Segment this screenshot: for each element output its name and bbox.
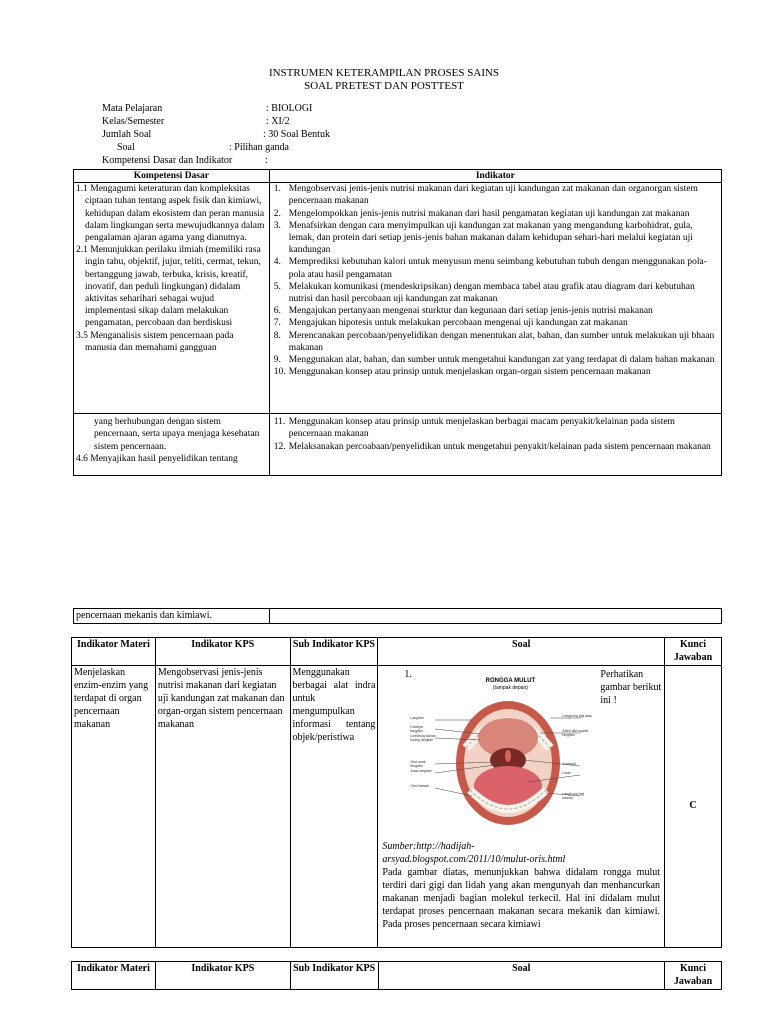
header-indikator-kps: Indikator KPS bbox=[155, 638, 290, 666]
header-sub-indikator-kps: Sub Indikator KPS bbox=[290, 638, 378, 666]
continuation-kd-cell: pencernaan mekanis dan kimiawi. bbox=[74, 609, 270, 624]
header-kunci-jawaban: Kunci Jawaban bbox=[665, 962, 722, 990]
continuation-table bbox=[73, 608, 722, 624]
kd-item-2-1: 2.1 Menunjukkan perilaku ilmiah (memiliki rasa ingin tahu, objektif, jujur, teliti, cermat, tekun, bertanggung jawab, terbuka, krisis, kreatif, inovatif, dan peduli lingkungan) didalam aktivitas seharihari sebagai wujud implementasi sikap dalam melakukan pengamatan, percobaan dan berdiskusi bbox=[76, 245, 261, 329]
meta-value-kd: : bbox=[265, 155, 268, 166]
image-source: Sumber:http://hadijah-arsyad.blogspot.com/2011/10/mulut-oris.html bbox=[382, 841, 566, 865]
next-question-table bbox=[71, 961, 722, 990]
indikator-item: 2. Mengelompokkan jenis-jenis nutrisi makanan dari hasil pengamatan kegiatan uji kandungan zat makanan bbox=[273, 208, 690, 219]
header-indikator-materi: Indikator Materi bbox=[72, 638, 156, 666]
indikator-cell-part2 bbox=[269, 414, 721, 476]
meta-value-subject: : BIOLOGI bbox=[266, 103, 313, 114]
cell-indikator-kps: Mengobservasi jenis-jenis nutrisi makanan dari kegiatan uji kandungan zat makanan dan organ-organ sistem pencernaan makanan bbox=[155, 666, 290, 948]
header-sub-indikator-kps: Sub Indikator KPS bbox=[290, 962, 378, 990]
figure-labels-right: Lengkung gigi atas Arteri dan syaraf langitan Amandel Lidah Lengkung gigi bawah bbox=[562, 714, 592, 800]
question-table bbox=[71, 637, 722, 948]
header-indikator: Indikator bbox=[269, 170, 721, 183]
header-indikator-materi: Indikator Materi bbox=[72, 962, 156, 990]
header-kompetensi-dasar: Kompetensi Dasar bbox=[74, 170, 270, 183]
meta-label-count: Jumlah Soal bbox=[102, 129, 152, 140]
meta-value-question: : Pilihan ganda bbox=[229, 142, 289, 153]
meta-label-class: Kelas/Semester bbox=[102, 116, 165, 127]
kd-indikator-table bbox=[73, 169, 722, 476]
indikator-item: 7. Mengajukan hipotesis untuk melakukan percobaan mengenai uji kandungan zat makanan bbox=[273, 318, 628, 329]
indikator-item: 1. Mengobservasi jenis-jenis nutrisi makanan dari kegiatan uji kandungan zat makanan dan organorgan sistem pencernaan makanan bbox=[273, 184, 698, 207]
kd-cell-part1 bbox=[74, 183, 270, 414]
indikator-item: 4. Memprediksi kebutuhan kalori untuk menyusun menu seimbang kebutuhan tubuh dengan menggunakan pola-pola atau hasil pengamatan bbox=[273, 257, 707, 280]
figure-labels-left: Langitan Kelenjar langitan Lumbung dahan tulang langitan Otot anak langitan Anak langitan Gusi bawah bbox=[410, 716, 436, 788]
indikator-item: 6. Mengajukan pertanyaan mengenai sturktur dan kegunaan dari setiap jenis-jenis nutrisi makanan bbox=[273, 306, 653, 317]
indikator-item: 8. Merencanakan percobaan/penyelidikan dengan menentukan alat, bahan, dan sumber untuk melakukan uji bhaan makanan bbox=[273, 330, 715, 353]
meta-labels bbox=[102, 102, 232, 167]
mouth-diagram bbox=[410, 678, 592, 828]
meta-value-class: : XI/2 bbox=[266, 116, 290, 127]
meta-value-count: : 30 Soal Bentuk bbox=[263, 129, 330, 140]
header-soal: Soal bbox=[378, 638, 665, 666]
indikator-item: 10. Menggunakan konsep atau prinsip untuk menjelaskan organ-organ sistem pencernaan makanan bbox=[273, 367, 651, 378]
indikator-item: 12. Melaksanakan percoabaan/penyelidikan untuk mengetahui penyakit/kelainan pada sistem pencernaan makanan bbox=[273, 441, 711, 452]
kd-item-3-5: 3.5 Menganalisis sistem pencernaan pada manusia dan memahami gangguan bbox=[76, 330, 234, 353]
kd-item-1-1: 1.1 Mengagumi keteraturan dan kompleksitas ciptaan tuhan tentang aspek fisik dan kimiawi, kehidupan dalam ekosistem dan peran manusia dalam lingkungan serta mewujudkannya dalam pengalaman ajaran agama yang dianutnya. bbox=[76, 184, 265, 244]
question-paragraph: Pada gambar diatas, menunjukkan bahwa didalam rongga mulut terdiri dari gigi dan lidah yang akan mengunyah dan menhancurkan makanan menjadi bagian molekul terkecil. Hal ini didalam mulut terdapat proses pencernaan makanan secara mekanik dan kimiawi. Pada proses pencernaan secara kimiawi bbox=[382, 867, 661, 930]
figure-subtitle: (tampak depan) bbox=[492, 685, 528, 691]
kd-item-4-6: 4.6 Menyajikan hasil penyelidikan tentang bbox=[76, 453, 238, 464]
meta-label-kd: Kompetensi Dasar dan Indikator bbox=[102, 155, 233, 166]
kd-cell-part2 bbox=[74, 414, 270, 476]
figure-title: RONGGA MULUT bbox=[485, 678, 536, 684]
meta-label-question: Soal bbox=[117, 142, 135, 153]
document-title: INSTRUMEN KETERAMPILAN PROSES SAINS bbox=[268, 67, 500, 79]
question-number: 1. bbox=[404, 669, 412, 680]
soal-top bbox=[382, 668, 660, 828]
kd-item-3-5-cont: yang berhubungan dengan sistem pencernaan, serta upaya menjaga kesehatan sistem pencernaan. bbox=[94, 417, 260, 452]
indikator-item: 9. Menggunakan alat, bahan, dan sumber untuk mengetahui kandungan zat yang terdapat di dalam bahan makanan bbox=[273, 355, 715, 366]
cell-kunci-jawaban: C bbox=[665, 666, 722, 948]
header-indikator-kps: Indikator KPS bbox=[155, 962, 290, 990]
cell-indikator-materi: Menjelaskan enzim-enzim yang terdapat di organ pencernaan makanan bbox=[72, 666, 156, 948]
continuation-indikator-cell bbox=[269, 609, 721, 624]
meta-label-subject: Mata Pelajaran bbox=[102, 103, 163, 114]
indikator-item: 3. Menafsirkan dengan cara menyimpulkan uji kandungan zat makanan yang mengandung karbohidrat, gula, lemak, dan protein dari setiap jenis-jenis bahan makanan dalam kehidupan sehari-hari melalui kegiatan uji kandungan bbox=[273, 220, 693, 256]
cell-sub-indikator-kps: Menggunakan berbagai alat indra untuk mengumpulkan informasi tentang objek/peristiwa bbox=[290, 666, 378, 948]
header-kunci-jawaban: Kunci Jawaban bbox=[665, 638, 722, 666]
header-soal: Soal bbox=[378, 962, 664, 990]
cell-soal bbox=[378, 666, 665, 948]
document-subtitle: SOAL PRETEST DAN POSTTEST bbox=[304, 80, 464, 92]
question-prompt: Perhatikan gambar berikut ini ! bbox=[600, 669, 662, 706]
indikator-item: 11. Menggunakan konsep atau prinsip untuk menjelaskan berbagai macam penyakit/kelainan pada sistem pencernaan makanan bbox=[273, 417, 675, 440]
indikator-item: 5. Melakukan komunikasi (mendeskripsikan) dengan membaca tabel atau grafik atau diagram dari kebutuhan nutrisi dan hasil percobaan uji kandungan zat makanan bbox=[273, 281, 695, 305]
indikator-cell-part1 bbox=[269, 183, 721, 414]
